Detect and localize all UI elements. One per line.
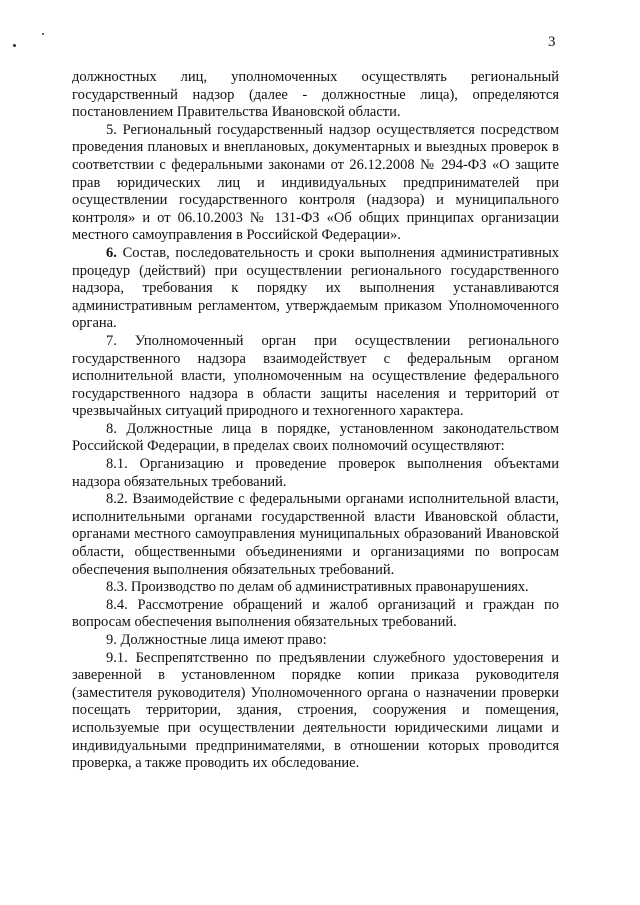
paragraph-6 [72,245,559,333]
paragraph-9: 9. Должностные лица имеют право: [106,632,327,648]
paragraph-9-1: 9.1. Беспрепятственно по предъявлении служебного удостоверения и заверенной в установленном порядке копии приказа руководителя (заместителя руководителя) Уполномоченного органа о назначении проверки посещать территории, здания, строения, сооружения и помещения, используемые при осуществлении деятельности юридическими лицами и индивидуальными предпринимателями, в отношении которых проводится проверка, а также проводить их обследование. [72,649,559,772]
paragraph-8: 8. Должностные лица в порядке, установленном законодательством Российской Федерации, в пределах своих полномочий осуществляют: [72,420,559,455]
paragraph-6-number: 6. [106,244,117,261]
scan-speck-top [42,33,44,35]
paragraph-8-4: 8.4. Рассмотрение обращений и жалоб организаций и граждан по вопросам обеспечения выполнения обязательных требований. [72,596,559,631]
paragraph-5: 5. Региональный государственный надзор осуществляется посредством проведения плановых и внеплановых, документарных и выездных проверок в соответствии с федеральными законами от 26.12.2008 № 294-ФЗ «О защите прав юридических лиц и индивидуальных предпринимателей при осуществлении государственного контроля (надзора) и муниципального контроля» и от 06.10.2003 № 131-ФЗ «Об общих принципах организации местного самоуправления в Российской Федерации». [72,121,559,244]
scan-speck-left [13,44,16,47]
paragraph-intro: должностных лиц, уполномоченных осуществлять региональный государственный надзор (далее - должностные лица), определяются постановлением Правительства Ивановской области. [72,69,559,121]
page-number: 3 [548,34,556,50]
paragraph-8-3: 8.3. Производство по делам об административных правонарушениях. [106,579,529,596]
paragraph-6-text: Состав, последовательность и сроки выполнения административных процедур (действий) при осуществлении регионального государственного надзора, требования к порядку их выполнения устанавливаются административным регламентом, утверждаемым приказом Уполномоченного органа. [72,244,559,332]
paragraph-7: 7. Уполномоченный орган при осуществлении регионального государственного надзора взаимодействует с федеральным органом исполнительной власти, уполномоченным на осуществление федерального государственного надзора в области защиты населения и территорий от чрезвычайных ситуаций природного и техногенного характера. [72,332,559,420]
document-body [72,69,559,773]
paragraph-8-2: 8.2. Взаимодействие с федеральными органами исполнительной власти, исполнительными органами государственной власти Ивановской области, органами местного самоуправления муниципальных образований Ивановской области, общественными объединениями и организациями по вопросам обеспечения выполнения обязательных требований. [72,491,559,578]
paragraph-8-1: 8.1. Организацию и проведение проверок выполнения объектами надзора обязательных требований. [72,456,559,490]
